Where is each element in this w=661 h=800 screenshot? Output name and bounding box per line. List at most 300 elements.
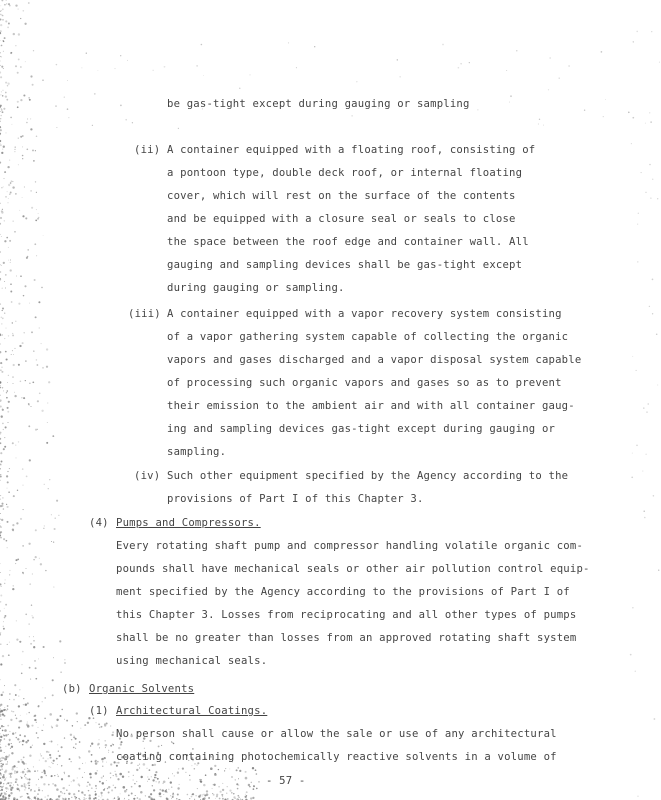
scan-speckle [88, 790, 90, 792]
scan-speckle [9, 642, 10, 643]
scan-speckle [21, 777, 23, 779]
scan-speckle [516, 50, 517, 51]
scan-speckle [603, 116, 604, 117]
scan-speckle [11, 768, 13, 770]
scan-speckle [11, 752, 13, 754]
scan-speckle [30, 746, 32, 748]
scan-speckle [9, 159, 10, 160]
scan-speckle [0, 162, 1, 164]
scan-speckle [213, 794, 215, 796]
scan-speckle [52, 679, 54, 681]
scan-speckle [10, 776, 12, 778]
scan-speckle [26, 778, 28, 780]
scan-speckle [22, 771, 25, 774]
scan-speckle [29, 755, 31, 757]
scan-speckle [26, 763, 27, 764]
scan-speckle [114, 68, 115, 69]
scan-speckle [159, 789, 161, 791]
scan-speckle [0, 634, 1, 636]
scan-speckle [98, 796, 99, 797]
scan-speckle [35, 678, 37, 680]
scan-speckle [1, 265, 2, 266]
scan-speckle [11, 787, 13, 789]
item-ii-line: gauging and sampling devices shall be gas-tight except [167, 259, 523, 271]
scan-speckle [2, 209, 3, 210]
scan-speckle [18, 303, 20, 305]
scan-speckle [0, 733, 1, 734]
scan-speckle [39, 558, 40, 559]
scan-speckle [81, 791, 83, 793]
scan-speckle [14, 395, 16, 397]
scan-speckle [40, 776, 42, 778]
scan-speckle [4, 617, 6, 619]
scan-speckle [56, 500, 58, 502]
scan-speckle [10, 262, 11, 263]
scan-speckle [90, 776, 92, 778]
scan-speckle [145, 795, 146, 796]
scan-speckle [550, 58, 551, 59]
scan-speckle [22, 155, 24, 157]
scan-speckle [9, 785, 11, 787]
scan-speckle [16, 457, 17, 458]
scan-speckle [91, 743, 93, 745]
scan-speckle [1, 187, 2, 188]
scan-speckle [251, 782, 253, 784]
item-ii-number: (ii) [134, 144, 161, 156]
scan-speckle [643, 407, 644, 408]
scan-speckle [12, 524, 14, 526]
scan-speckle [0, 452, 2, 454]
scan-speckle [215, 798, 216, 799]
scan-speckle [105, 747, 106, 748]
scan-speckle [31, 207, 33, 209]
scan-speckle [23, 757, 25, 759]
scan-speckle [0, 406, 2, 408]
scan-speckle [0, 140, 1, 142]
scan-speckle [1, 367, 2, 368]
scan-speckle [646, 411, 648, 413]
scan-speckle [5, 770, 7, 772]
scan-speckle [3, 448, 5, 450]
scan-speckle [9, 193, 11, 195]
scan-speckle [81, 67, 82, 68]
scan-speckle [1, 461, 3, 463]
scan-speckle [9, 693, 10, 694]
scan-speckle [11, 746, 13, 748]
scan-speckle [29, 667, 31, 669]
scan-speckle [238, 767, 239, 768]
scan-speckle [253, 788, 255, 790]
scan-speckle [196, 65, 198, 67]
scan-speckle [3, 390, 4, 391]
scan-speckle [57, 774, 58, 775]
scan-speckle [5, 778, 6, 779]
scan-speckle [140, 791, 143, 794]
scan-speckle [3, 626, 4, 627]
scan-speckle [7, 521, 9, 523]
scan-speckle [400, 76, 401, 77]
scan-speckle [6, 777, 7, 778]
scan-speckle [4, 240, 6, 242]
scan-speckle [4, 4, 6, 6]
scan-speckle [248, 784, 250, 786]
scan-speckle [11, 743, 12, 744]
scan-speckle [13, 765, 15, 767]
scan-speckle [3, 774, 5, 776]
scan-speckle [174, 775, 175, 776]
scan-speckle [75, 748, 76, 749]
scan-speckle [106, 762, 107, 763]
scan-speckle [71, 761, 72, 762]
item-iii-line: their emission to the ambient air and with all container gaug- [167, 400, 575, 412]
scan-speckle [161, 745, 162, 746]
scan-speckle [1, 789, 3, 791]
scan-speckle [0, 30, 2, 32]
scan-speckle [17, 559, 19, 561]
item-iii-number: (iii) [128, 308, 161, 320]
scan-speckle [15, 348, 16, 349]
scan-speckle [8, 789, 9, 790]
scan-speckle [16, 522, 18, 524]
scan-speckle [34, 715, 36, 717]
scan-speckle [110, 772, 112, 774]
scan-speckle [0, 769, 1, 771]
scan-speckle [23, 295, 25, 297]
scan-speckle [123, 786, 126, 789]
scan-speckle [41, 755, 43, 757]
scan-speckle [0, 513, 1, 514]
scan-speckle [641, 172, 642, 173]
scan-speckle [91, 787, 93, 789]
scan-speckle [95, 772, 98, 775]
scan-speckle [159, 794, 160, 795]
scan-speckle [21, 759, 23, 761]
scan-speckle [163, 780, 166, 783]
scan-speckle [195, 795, 196, 796]
scan-speckle [2, 730, 4, 732]
scan-speckle [152, 779, 154, 781]
scan-speckle [8, 654, 10, 656]
scan-speckle [0, 223, 1, 225]
scan-speckle [584, 109, 585, 110]
scan-speckle [35, 219, 37, 221]
scan-speckle [83, 794, 84, 795]
scan-speckle [2, 776, 5, 779]
scan-speckle [1, 760, 2, 761]
scan-speckle [4, 707, 5, 708]
scan-speckle [210, 767, 213, 770]
scan-speckle [201, 779, 202, 780]
scan-speckle [637, 224, 638, 225]
scan-speckle [137, 797, 139, 799]
scan-speckle [112, 751, 114, 753]
scan-speckle [7, 782, 9, 784]
scan-speckle [237, 795, 239, 797]
scan-speckle [46, 775, 47, 776]
scan-speckle [23, 704, 24, 705]
scan-speckle [227, 786, 228, 787]
scan-speckle [3, 797, 5, 799]
scan-speckle [2, 19, 4, 21]
scan-speckle [87, 722, 89, 724]
scan-speckle [0, 468, 1, 470]
scan-speckle [7, 390, 9, 392]
scan-speckle [203, 797, 205, 799]
scan-speckle [177, 787, 179, 789]
scan-speckle [90, 745, 91, 746]
scan-speckle [36, 784, 37, 785]
scan-speckle [0, 133, 1, 135]
scan-speckle [27, 722, 28, 723]
scan-speckle [1, 109, 3, 111]
scan-speckle [20, 18, 21, 19]
scan-speckle [0, 495, 1, 496]
scan-speckle [31, 725, 33, 727]
scan-speckle [94, 761, 95, 762]
scan-speckle [258, 781, 259, 782]
scan-speckle [0, 5, 1, 6]
scan-speckle [47, 402, 48, 403]
scan-speckle [256, 788, 258, 790]
scan-speckle [49, 713, 52, 716]
scan-speckle [22, 197, 23, 198]
scan-speckle [1, 56, 2, 57]
scan-speckle [43, 725, 44, 726]
scan-speckle [8, 23, 10, 25]
scan-speckle [0, 663, 2, 665]
scan-speckle [25, 777, 27, 779]
scan-speckle [10, 748, 11, 749]
scan-speckle [220, 791, 222, 793]
scan-speckle [17, 784, 18, 785]
item-iv-number: (iv) [134, 470, 161, 482]
scan-speckle [2, 763, 4, 765]
scan-speckle [18, 58, 20, 60]
scan-speckle [203, 794, 205, 796]
scan-speckle [2, 497, 4, 499]
scan-speckle [116, 765, 118, 767]
scan-speckle [42, 772, 43, 773]
scan-speckle [442, 44, 444, 46]
scan-speckle [239, 770, 241, 772]
scan-speckle [238, 797, 240, 799]
item-ii-line: A container equipped with a floating roof, consisting of [167, 144, 536, 156]
scan-speckle [3, 90, 4, 91]
scan-speckle [3, 508, 5, 510]
scan-speckle [64, 662, 66, 664]
scan-speckle [197, 765, 198, 766]
scan-speckle [89, 784, 91, 786]
scan-speckle [221, 794, 223, 796]
scan-speckle [27, 768, 28, 769]
scan-speckle [189, 798, 190, 799]
scan-speckle [0, 32, 1, 34]
item-iii-line: of processing such organic vapors and gases so as to prevent [167, 377, 562, 389]
scan-speckle [8, 401, 10, 403]
scan-speckle [28, 782, 30, 784]
scan-speckle [30, 679, 31, 680]
item-iii-line: sampling. [167, 446, 227, 458]
scan-speckle [194, 768, 196, 770]
scan-speckle [26, 122, 28, 124]
scan-speckle [40, 563, 42, 565]
scan-speckle [20, 741, 21, 742]
scan-speckle [76, 797, 77, 798]
scan-speckle [13, 784, 14, 785]
scan-speckle [43, 528, 44, 529]
scan-speckle [1, 725, 3, 727]
scan-speckle [4, 583, 5, 584]
scan-speckle [12, 322, 13, 323]
scan-speckle [154, 777, 156, 779]
scan-speckle [657, 384, 658, 385]
scan-speckle [158, 745, 160, 747]
scan-speckle [34, 279, 36, 281]
scan-speckle [111, 789, 113, 791]
scan-speckle [218, 786, 220, 788]
scan-speckle [86, 785, 88, 787]
scan-speckle [5, 579, 6, 580]
scan-speckle [29, 798, 30, 799]
scan-speckle [656, 333, 658, 335]
scan-speckle [1, 323, 2, 324]
scan-speckle [131, 786, 133, 788]
scan-speckle [53, 587, 54, 588]
scan-speckle [29, 383, 30, 384]
scan-speckle [100, 797, 101, 798]
scan-speckle [61, 709, 62, 710]
scan-speckle [153, 70, 154, 71]
scan-speckle [116, 775, 118, 777]
scan-speckle [15, 563, 16, 564]
scan-speckle [192, 794, 193, 795]
scan-speckle [4, 685, 5, 686]
scan-speckle [159, 796, 160, 797]
scan-speckle [87, 781, 89, 783]
scan-speckle [0, 387, 1, 389]
scan-speckle [84, 797, 85, 798]
scan-speckle [5, 763, 7, 765]
scan-speckle [1, 211, 3, 213]
scan-speckle [17, 761, 19, 763]
scan-speckle [66, 789, 68, 791]
scan-speckle [650, 121, 651, 122]
scan-speckle [26, 714, 27, 715]
scan-speckle [632, 453, 633, 454]
scan-speckle [61, 778, 63, 780]
scan-speckle [98, 723, 100, 725]
scan-speckle [36, 732, 38, 734]
scan-speckle [35, 181, 36, 182]
scan-speckle [36, 192, 37, 193]
scan-speckle [24, 186, 25, 187]
scan-speckle [10, 192, 12, 194]
scan-speckle [652, 279, 654, 281]
scan-speckle [0, 129, 2, 131]
scan-speckle [288, 42, 289, 43]
scan-speckle [46, 442, 48, 444]
scan-speckle [0, 395, 1, 396]
scan-speckle [56, 758, 58, 760]
scan-speckle [0, 333, 1, 334]
scan-speckle [54, 775, 55, 776]
scan-speckle [245, 796, 247, 798]
scan-speckle [78, 790, 80, 792]
scan-speckle [133, 779, 134, 780]
scan-speckle [13, 354, 14, 355]
scan-speckle [138, 785, 140, 787]
scan-speckle [58, 776, 60, 778]
scan-speckle [6, 504, 7, 505]
scan-speckle [43, 646, 45, 648]
scan-speckle [162, 789, 164, 791]
scan-speckle [189, 779, 191, 781]
section-4-line: using mechanical seals. [116, 655, 268, 667]
scan-speckle [9, 240, 11, 242]
scan-speckle [146, 768, 147, 769]
scan-speckle [2, 387, 3, 388]
scan-speckle [1, 586, 2, 587]
scan-speckle [539, 119, 540, 120]
scan-speckle [1, 519, 3, 521]
section-b1-line: No person shall cause or allow the sale or use of any architectural [116, 728, 557, 740]
scan-speckle [2, 423, 4, 425]
scan-speckle [135, 795, 136, 796]
scan-speckle [253, 785, 255, 787]
scan-speckle [136, 781, 137, 782]
scan-speckle [71, 781, 72, 782]
scan-speckle [648, 403, 649, 404]
scan-speckle [0, 10, 1, 11]
scan-speckle [191, 796, 193, 798]
scan-speckle [0, 747, 1, 749]
scan-speckle [25, 217, 27, 219]
scan-speckle [645, 123, 646, 124]
scan-speckle [34, 770, 36, 772]
scan-speckle [0, 351, 1, 353]
scan-speckle [7, 191, 8, 192]
scan-speckle [12, 733, 14, 735]
scan-speckle [238, 785, 239, 786]
scan-speckle [26, 257, 28, 259]
scan-speckle [47, 795, 49, 797]
scan-speckle [2, 795, 4, 797]
scan-speckle [20, 776, 21, 777]
scan-speckle [28, 2, 30, 4]
scan-speckle [1, 757, 3, 759]
scan-speckle [649, 112, 650, 113]
scan-speckle [10, 117, 12, 119]
scan-speckle [11, 52, 12, 53]
scan-speckle [3, 68, 4, 69]
scan-speckle [97, 70, 98, 71]
scan-speckle [8, 743, 10, 745]
scan-speckle [52, 435, 54, 437]
scan-speckle [460, 63, 461, 64]
scan-speckle [0, 572, 1, 573]
section-b1-number: (1) [89, 705, 109, 717]
scan-speckle [29, 583, 31, 585]
scan-speckle [45, 797, 46, 798]
scan-speckle [559, 77, 560, 78]
item-iv-line: Such other equipment specified by the Agency according to the [167, 470, 569, 482]
scan-speckle [8, 335, 9, 336]
scan-speckle [44, 772, 46, 774]
scan-speckle [64, 96, 65, 97]
scan-speckle [19, 641, 21, 643]
scan-speckle [11, 180, 13, 182]
scan-speckle [70, 734, 72, 736]
